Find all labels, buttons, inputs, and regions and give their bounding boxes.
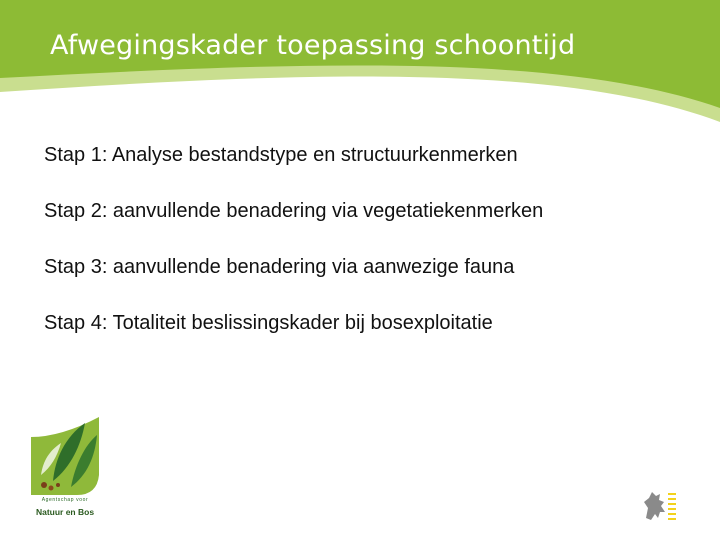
step-4: Stap 4: Totaliteit beslissingskader bij bosexploitatie [44, 312, 493, 334]
slide-title: Afwegingskader toepassing schoontijd [50, 30, 576, 61]
step-1: Stap 1: Analyse bestandstype en structuurkenmerken [44, 144, 518, 166]
logo-text-agentschap: Agentschap voor [41, 497, 89, 503]
header-band [0, 0, 720, 130]
step-list [44, 145, 543, 369]
flemish-lion-icon [640, 490, 680, 524]
step-2: Stap 2: aanvullende benadering via vegetatiekenmerken [44, 200, 544, 222]
leaves-logo-icon [31, 417, 99, 495]
logo-text-natuur-en-bos: Natuur en Bos [35, 507, 95, 517]
agency-logo [31, 417, 99, 520]
step-3: Stap 3: aanvullende benadering via aanwezige fauna [44, 256, 515, 278]
